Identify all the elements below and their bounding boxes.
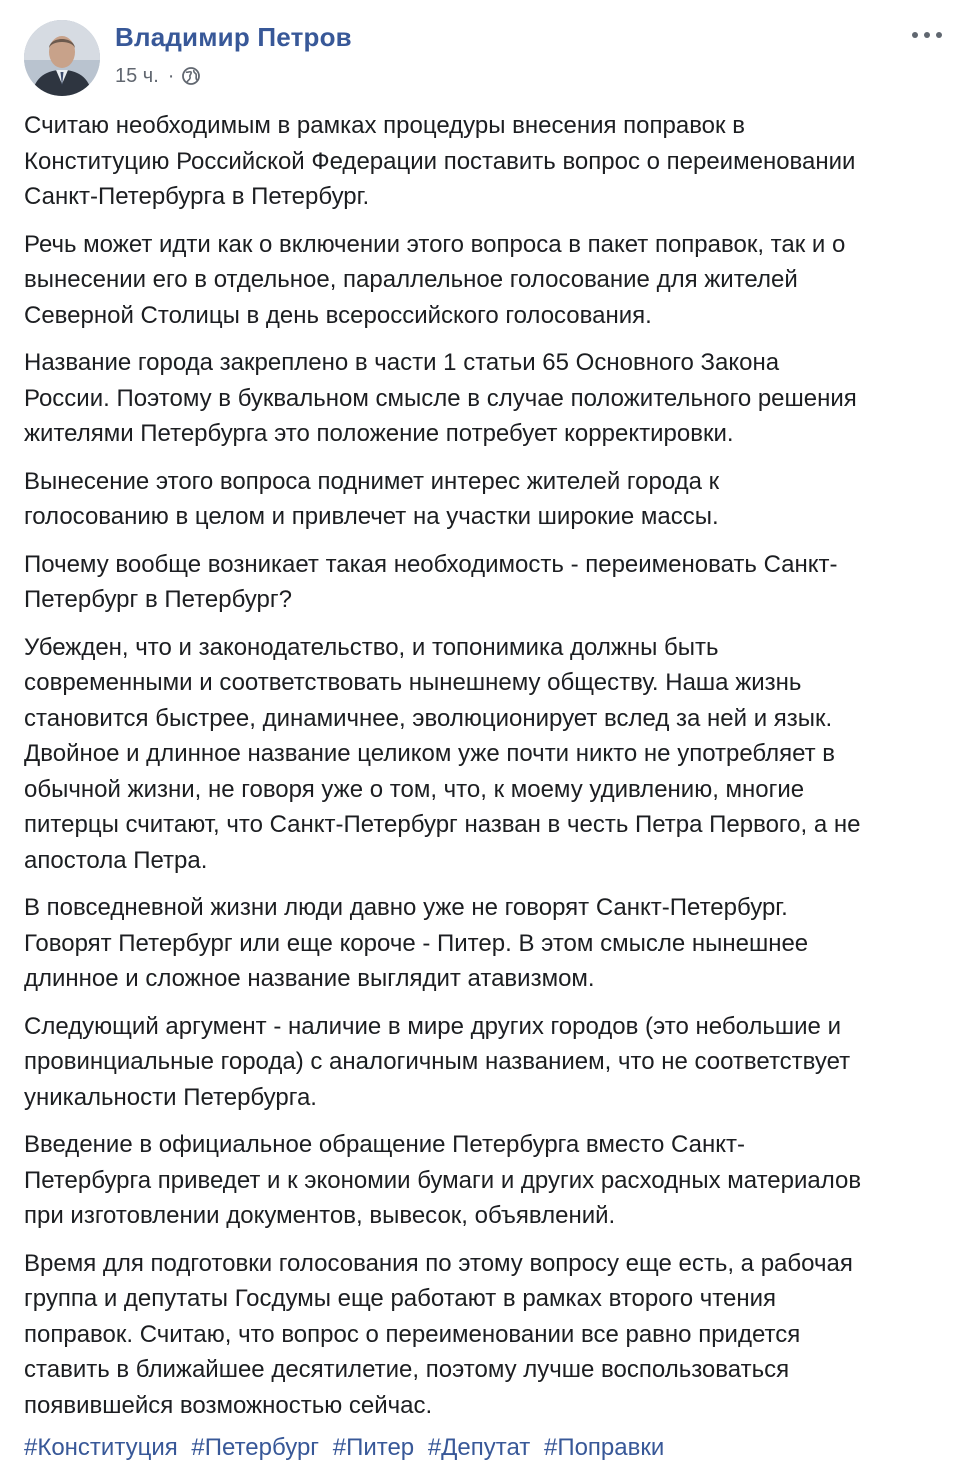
profile-photo-icon [24,20,100,96]
avatar[interactable] [24,20,100,96]
hashtag-list [24,1430,671,1465]
post-paragraph-6: Убежден, что и законодательство, и топонимика должны быть современными и соответствовать нынешнему обществу. Наша жизнь становится быстрее, динамичнее, эволюционирует вслед за ней и язык. Двойное и длинное название целиком уже почти никто не употребляет в обычной жизни, не говоря уже о том, что, к моему удивлению, многие питерцы считают, что Санкт-Петербург назван в честь Петра Первого, а не апостола Петра. [24,633,861,874]
post-paragraph-5: Почему вообще возникает такая необходимость - переименовать Санкт- Петербург в Петербург? [24,550,838,613]
post-paragraph-7: В повседневной жизни люди давно уже не говорят Санкт-Петербург. Говорят Петербург или еще короче - Питер. В этом смысле нынешнее длинное и сложное название выглядит атавизмом. [24,894,809,992]
post-paragraph-1: Считаю необходимым в рамках процедуры внесения поправок в Конституцию Российской Федерации поставить вопрос о переименовании Санкт-Петербурга в Петербург. [24,112,856,210]
post-body [24,108,944,1435]
post-paragraph-9: Введение в официальное обращение Петербурга вместо Санкт- Петербурга приведет и к экономии бумаги и других расходных материалов при изготовлении документов, вывесок, объявлений. [24,1131,862,1229]
post-header [0,0,959,110]
hashtag-link[interactable]: #Поправки [543,1434,665,1461]
more-options-button[interactable] [907,20,947,50]
author-name[interactable]: Владимир Петров [115,22,352,52]
post-paragraph-4: Вынесение этого вопроса поднимет интерес жителей города к голосованию в целом и привлечет на участки широкие массы. [24,467,720,530]
post-timestamp[interactable]: 15 ч. [115,64,159,87]
post-paragraph-10: Время для подготовки голосования по этому вопросу еще есть, а рабочая группа и депутаты Госдумы еще работают в рамках второго чтения поправок. Считаю, что вопрос о переименовании все равно придется ставить в ближайшее десятилетие, поэтому лучше воспользоваться появившейся возможностью сейчас. [24,1249,853,1419]
hashtag-link[interactable]: #Депутат [427,1434,531,1461]
post-meta [115,62,201,90]
post-paragraph-2: Речь может идти как о включении этого вопроса в пакет поправок, так и о вынесении его в отдельное, параллельное голосование для жителей Северной Столицы в день всероссийского голосования. [24,230,846,329]
more-options-icon [911,31,943,39]
meta-separator: · [167,64,175,87]
hashtag-link[interactable]: #Конституция [24,1434,178,1461]
globe-icon[interactable] [181,66,201,86]
hashtag-link[interactable]: #Питер [332,1434,415,1461]
hashtag-link[interactable]: #Петербург [191,1434,320,1461]
post-paragraph-8: Следующий аргумент - наличие в мире других городов (это небольшие и провинциальные города) с аналогичным названием, что не соответствует уникальности Петербурга. [24,1012,851,1111]
post-paragraph-3: Название города закреплено в части 1 статьи 65 Основного Закона России. Поэтому в буквальном смысле в случае положительного решения жителями Петербурга это положение потребует корректировки. [24,349,857,447]
